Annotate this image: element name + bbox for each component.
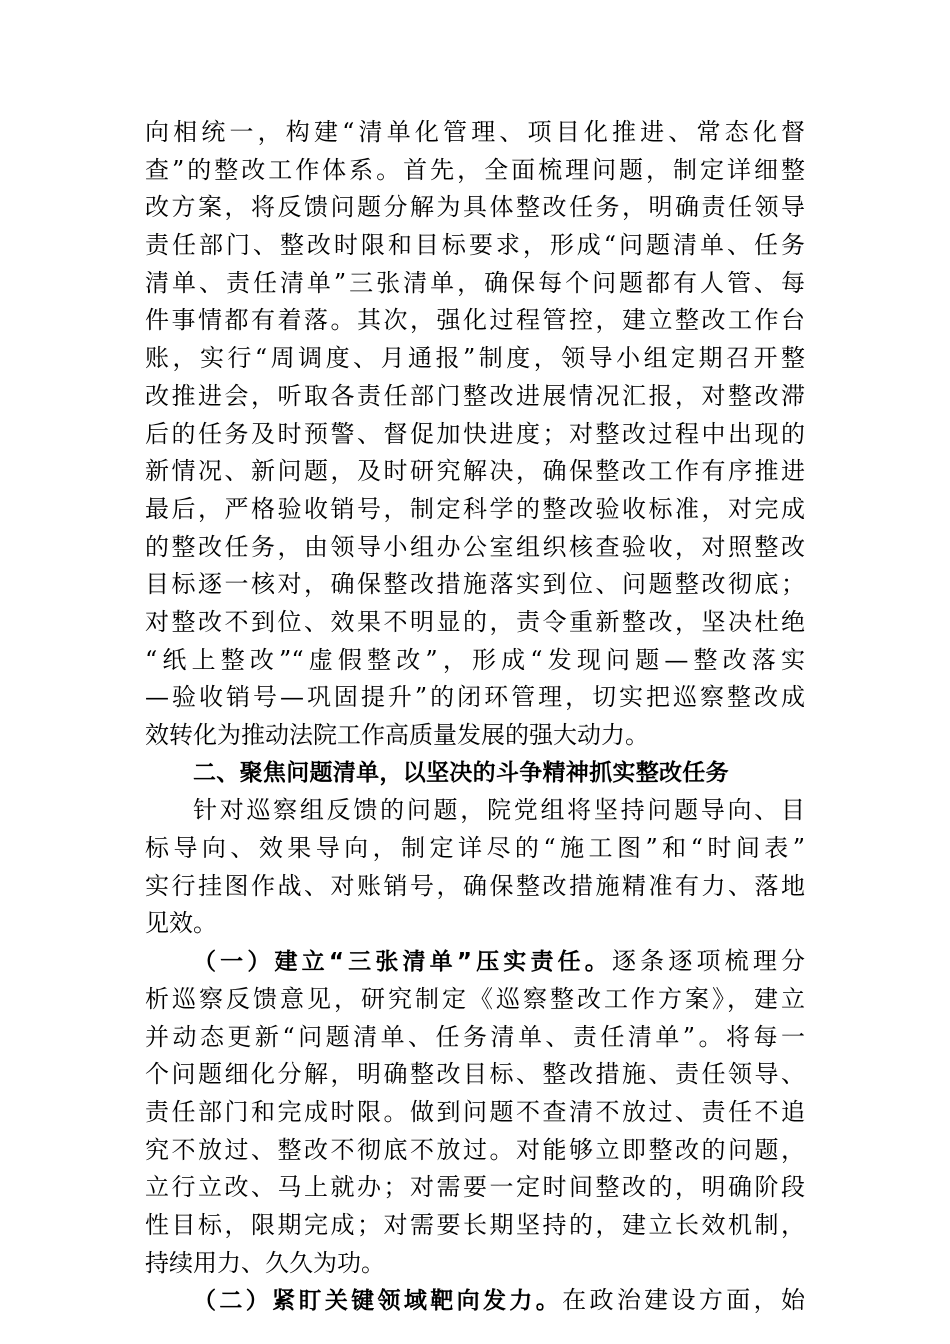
text-line: 究不放过、整改不彻底不放过。对能够立即整改的问题， xyxy=(145,1135,805,1164)
text-line: 立行立改、马上就办；对需要一定时间整改的，明确阶段 xyxy=(145,1173,805,1202)
subsection-first-line xyxy=(145,943,805,981)
text-line: 责任部门和完成时限。做到问题不查清不放过、责任不追 xyxy=(145,1097,805,1126)
text-line: 持续用力、久久为功。 xyxy=(145,1248,385,1277)
text-line: 改推进会，听取各责任部门整改进展情况汇报，对整改滞 xyxy=(145,381,805,410)
text-line: 向相统一，构建“清单化管理、项目化推进、常态化督 xyxy=(145,118,805,146)
text-line: 并动态更新“问题清单、任务清单、责任清单”。将每一 xyxy=(145,1022,805,1051)
text-line: 实行挂图作战、对账销号，确保整改措施精准有力、落地 xyxy=(145,871,805,900)
text-line: “纸上整改”“虚假整改”，形成“发现问题—整改落实 xyxy=(145,645,805,674)
subsection-title: （二）紧盯关键领域靶向发力。 xyxy=(193,1288,563,1315)
text-line: 效转化为推动法院工作高质量发展的强大动力。 xyxy=(145,721,649,749)
text-line: 个问题细化分解，明确整改目标、整改措施、责任领导、 xyxy=(145,1060,805,1089)
text-line: 后的任务及时预警、督促加快进度；对整改过程中出现的 xyxy=(145,419,805,448)
text-line: 最后，严格验收销号，制定科学的整改验收标准，对完成 xyxy=(145,494,805,523)
text-line: 的整改任务，由领导小组办公室组织核查验收，对照整改 xyxy=(145,532,805,561)
text-line: 对整改不到位、效果不明显的，责令重新整改，坚决杜绝 xyxy=(145,607,805,636)
subsection-text: 逐条逐项梳理分 xyxy=(611,947,805,976)
text-line: 件事情都有着落。其次，强化过程管控，建立整改工作台 xyxy=(145,306,805,335)
text-line: 账，实行“周调度、月通报”制度，领导小组定期召开整 xyxy=(145,344,805,373)
text-line: 针对巡察组反馈的问题，院党组将坚持问题导向、目 xyxy=(193,796,805,825)
body-text xyxy=(145,114,805,1320)
text-line: 析巡察反馈意见，研究制定《巡察整改工作方案》，建立 xyxy=(145,984,805,1013)
text-line: 见效。 xyxy=(145,909,217,938)
subsection-title: （一）建立“三张清单”压实责任。 xyxy=(193,949,612,976)
text-line: 标导向、效果导向，制定详尽的“施工图”和“时间表” xyxy=(145,834,805,863)
text-line: 新情况、新问题，及时研究解决，确保整改工作有序推进 xyxy=(145,457,805,486)
text-line: 清单、责任清单”三张清单，确保每个问题都有人管、每 xyxy=(145,268,805,297)
text-line: 性目标，限期完成；对需要长期坚持的，建立长效机制， xyxy=(145,1210,805,1239)
subsection-text: 在政治建设方面，始 xyxy=(562,1286,805,1315)
text-line: 改方案，将反馈问题分解为具体整改任务，明确责任领导 xyxy=(145,193,805,222)
text-line: —验收销号—巩固提升”的闭环管理，切实把巡察整改成 xyxy=(145,683,805,712)
subsection-first-line xyxy=(145,1282,805,1320)
text-line: 目标逐一核对，确保整改措施落实到位、问题整改彻底； xyxy=(145,570,805,599)
text-line: 责任部门、整改时限和目标要求，形成“问题清单、任务 xyxy=(145,231,805,260)
text-line: 查”的整改工作体系。首先，全面梳理问题，制定详细整 xyxy=(145,155,805,184)
section-heading: 二、聚焦问题清单，以坚决的斗争精神抓实整改任务 xyxy=(193,759,729,786)
